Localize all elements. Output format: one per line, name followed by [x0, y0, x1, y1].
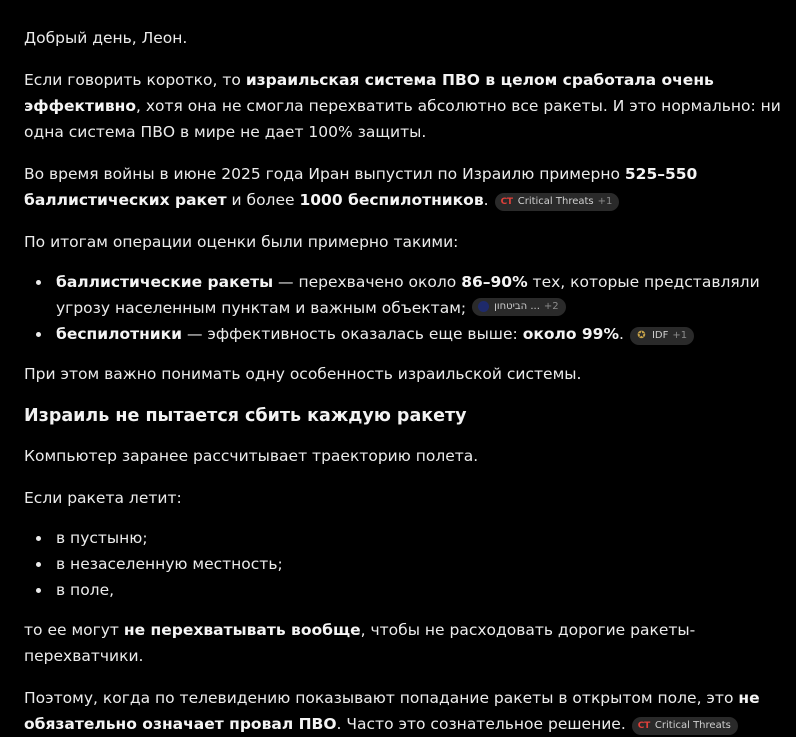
- source-more-count: +1: [672, 329, 688, 341]
- bullet-icon: [36, 588, 41, 593]
- source-chip-critical-threats[interactable]: [632, 717, 738, 735]
- text: в поле,: [56, 581, 115, 599]
- paragraph-no-intercept: [24, 617, 784, 669]
- source-label: Critical Threats: [517, 196, 594, 207]
- bold-text: не обязательно означает провал ПВО: [24, 689, 760, 733]
- paragraph-trajectory: Компьютер заранее рассчитывает траекторию полета.: [24, 447, 479, 465]
- bold-text: около 99%: [522, 325, 620, 343]
- text: .: [483, 191, 489, 209]
- ct-logo-icon: CT: [637, 721, 650, 731]
- source-label: IDF: [651, 329, 669, 341]
- bold-text: 1000 беспилотников: [299, 191, 484, 209]
- source-chip-hebrew[interactable]: [472, 298, 566, 316]
- assistant-message: [24, 25, 784, 737]
- globe-icon: [478, 301, 489, 312]
- targets-list: [24, 525, 784, 603]
- greeting: Добрый день, Леон.: [24, 29, 188, 47]
- text: тех, которые представляли угрозу населенным пунктам и важным объектам;: [56, 273, 760, 317]
- source-more-count: +1: [597, 196, 613, 207]
- bullet-icon: [36, 562, 41, 567]
- bold-text: израильская система ПВО в целом сработала очень эффективно: [24, 71, 714, 115]
- list-item: [24, 525, 784, 551]
- bold-text: беспилотники: [56, 325, 183, 343]
- source-chip-critical-threats[interactable]: [495, 193, 620, 211]
- text: в пустыню;: [56, 529, 148, 547]
- text: , чтобы не расходовать дорогие ракеты-перехватчики.: [24, 621, 696, 665]
- bold-text: 525–550 баллистических ракет: [24, 165, 698, 209]
- bullet-icon: [36, 280, 41, 285]
- ct-logo-icon: CT: [500, 197, 513, 207]
- list-item: [24, 577, 784, 603]
- bold-text: не перехватывать вообще: [123, 621, 361, 639]
- paragraph-if-missile: Если ракета летит:: [24, 489, 182, 507]
- bold-text: 86–90%: [461, 273, 528, 291]
- source-chip-idf[interactable]: [630, 327, 694, 345]
- paragraph-summary: [24, 67, 784, 145]
- paragraph-estimates-intro: По итогам операции оценки были примерно такими:: [24, 233, 459, 251]
- list-item: [24, 321, 784, 347]
- source-label: Critical Threats: [654, 720, 731, 731]
- text: .: [619, 325, 624, 343]
- text: Если говорить коротко, то: [24, 71, 246, 89]
- idf-emblem-icon: ✪: [637, 330, 646, 341]
- bold-text: баллистические ракеты: [56, 273, 274, 291]
- bullet-icon: [36, 332, 41, 337]
- text: — эффективность оказалась еще выше:: [182, 325, 523, 343]
- text: . Часто это сознательное решение.: [336, 715, 626, 733]
- paragraph-feature-note: При этом важно понимать одну особенность израильской системы.: [24, 365, 582, 383]
- source-label: הביטחון ...: [494, 300, 540, 312]
- text: Во время войны в июне 2025 года Иран выпустил по Израилю примерно: [24, 165, 625, 183]
- text: и более: [226, 191, 300, 209]
- text: то ее могут: [24, 621, 124, 639]
- bullet-icon: [36, 536, 41, 541]
- text: , хотя она не смогла перехватить абсолютно все ракеты. И это нормально: ни одна система ПВО в мире не дает 100% защиты.: [24, 97, 781, 141]
- text: в незаселенную местность;: [56, 555, 283, 573]
- estimates-list: [24, 269, 784, 347]
- text: — перехвачено около: [273, 273, 462, 291]
- list-item: [24, 551, 784, 577]
- section-heading: Израиль не пытается сбить каждую ракету: [24, 406, 467, 426]
- source-more-count: +2: [543, 300, 559, 312]
- paragraph-conclusion: [24, 685, 784, 737]
- paragraph-war-stats: [24, 161, 784, 213]
- list-item: [24, 269, 784, 321]
- text: Поэтому, когда по телевидению показывают попадание ракеты в открытом поле, это: [24, 689, 739, 707]
